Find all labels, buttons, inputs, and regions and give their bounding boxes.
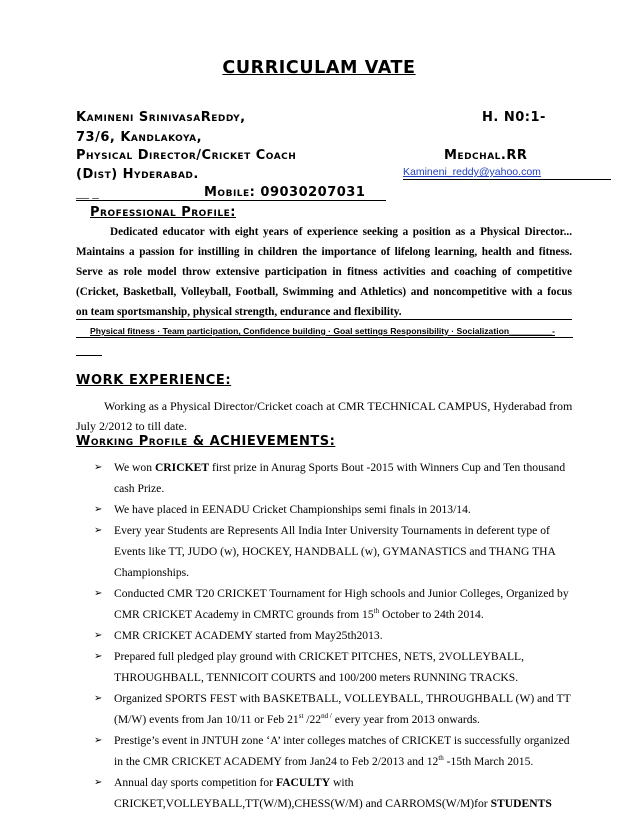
achievement-text: Conducted CMR T20 CRICKET Tournament for High schools and Junior Colleges, Organized by CMR CRICKET Academy in CMRTC grounds from 15: [114, 587, 569, 621]
profile-line-2: Maintains a passion for instilling in children the importance of lifelong learning, health and fitness.: [76, 246, 572, 258]
arrow-bullet-icon: ➢: [94, 651, 103, 662]
achievement-item: [94, 730, 574, 772]
profile-line-1: Dedicated educator with eight years of experience seeking a position as a Physical Director...: [110, 226, 572, 238]
profile-line-4: (Cricket, Basketball, Volleyball, Football, Swimming and Athletics) and noncompetitive with a focus: [76, 286, 572, 298]
document-title: CURRICULAM VATE: [222, 58, 416, 78]
skills-text: Physical fitness · Team participation, Confidence building · Goal settings Responsibility · Socialization_________-: [90, 326, 555, 336]
email-text[interactable]: Kamineni_reddy@yahoo.com: [403, 166, 541, 178]
achievement-text: We won: [114, 461, 155, 474]
achievement-text: We have placed in EENADU Cricket Championships semi finals in 2013/14.: [114, 503, 471, 516]
street-address: 73/6, Kandlakoya,: [76, 130, 203, 145]
arrow-bullet-icon: ➢: [94, 777, 103, 788]
work-line-1: Working as a Physical Director/Cricket coach at CMR TECHNICAL CAMPUS, Hyderabad from: [104, 399, 573, 413]
achievement-text: -15th March 2015.: [443, 755, 534, 768]
work-heading: WORK EXPERIENCE:: [76, 373, 232, 388]
achievement-text: with CRICKET,VOLLEYBALL,TT(W/M),CHESS(W/M) and CARROMS(W/M)for: [114, 776, 491, 810]
superscript: th: [373, 607, 380, 616]
divider: [76, 347, 102, 356]
candidate-name: Kamineni SrinivasaReddy,: [76, 110, 246, 125]
superscript: nd /: [321, 712, 332, 721]
profile-line-5: on team sportsmanship, physical strength, endurance and flexibility.: [76, 306, 572, 320]
achievement-item: [94, 772, 574, 814]
dash-filler: __ _: [76, 185, 99, 200]
arrow-bullet-icon: ➢: [94, 504, 103, 515]
achievement-text: every year from 2013 onwards.: [331, 713, 480, 726]
achievement-text: Organized SPORTS FEST with BASKETBALL, VOLLEYBALL, THROUGHBALL (W) and TT (M/W) events from Jan 10/11 or Feb 21: [114, 692, 571, 726]
district: (Dist) Hyderabad.: [76, 167, 199, 182]
arrow-bullet-icon: ➢: [94, 462, 103, 473]
achievement-text: CMR CRICKET ACADEMY started from May25th2013.: [114, 629, 383, 642]
achievement-text: Annual day sports competition for: [114, 776, 276, 789]
achievement-item: [94, 499, 574, 520]
achievements-list: [94, 457, 574, 814]
achievement-item: [94, 625, 574, 646]
achievement-text: October to 24th 2014.: [379, 608, 484, 621]
superscript: st: [298, 712, 304, 721]
achievement-item: [94, 520, 574, 583]
arrow-bullet-icon: ➢: [94, 630, 103, 641]
achievement-item: [94, 457, 574, 499]
achievement-bold: CRICKET: [154, 461, 210, 474]
achievement-text: /22: [303, 713, 322, 726]
superscript: th: [438, 754, 444, 763]
house-number: H. N0:1-: [482, 110, 546, 125]
achievement-bold: STUDENTS: [490, 797, 552, 810]
email-link[interactable]: [403, 166, 611, 180]
achievement-item: [94, 646, 574, 688]
achievement-item: [94, 688, 574, 730]
achievement-text: Prestige’s event in JNTUH zone ‘A’ inter colleges matches of CRICKET is successfully organized in the CMR CRICKET ACADEMY from Jan24 to Feb 2/2013 and 12: [114, 734, 570, 768]
profile-heading: Professional Profile:: [90, 205, 236, 220]
current-position: Physical Director/Cricket Coach: [76, 148, 297, 163]
mobile-line: [76, 185, 386, 201]
mobile-number: Mobile: 09030207031: [204, 185, 366, 200]
arrow-bullet-icon: ➢: [94, 693, 103, 704]
achievement-text: Prepared full pledged play ground with CRICKET PITCHES, NETS, 2VOLLEYBALL, THROUGHBALL, TENNICOIT COURTS and 100/200 meters RUNNING TRACKS.: [114, 650, 525, 684]
arrow-bullet-icon: ➢: [94, 525, 103, 536]
skills-list: [76, 326, 573, 338]
profile-line-3: Serve as role model throw extensive participation in fitness activities and coaching of competitive: [76, 266, 572, 278]
work-line-2: July 2/2012 to till date.: [76, 419, 187, 433]
arrow-bullet-icon: ➢: [94, 735, 103, 746]
achievement-item: [94, 583, 574, 625]
achievements-heading: Working Profile & ACHIEVEMENTS:: [76, 434, 336, 449]
achievement-text: Every year Students are Represents All India Inter University Tournaments in deferent type of Events like TT, JUDO (w), HOCKEY, HANDBALL (w), GYMANASTICS and THANG THA Championships.: [114, 524, 556, 579]
achievement-bold: FACULTY: [275, 776, 331, 789]
mandal: Medchal.RR: [444, 148, 528, 163]
arrow-bullet-icon: ➢: [94, 588, 103, 599]
achievement-text: first prize in Anurag Sports Bout -2015 with Winners Cup and Ten thousand cash Prize.: [114, 461, 566, 495]
